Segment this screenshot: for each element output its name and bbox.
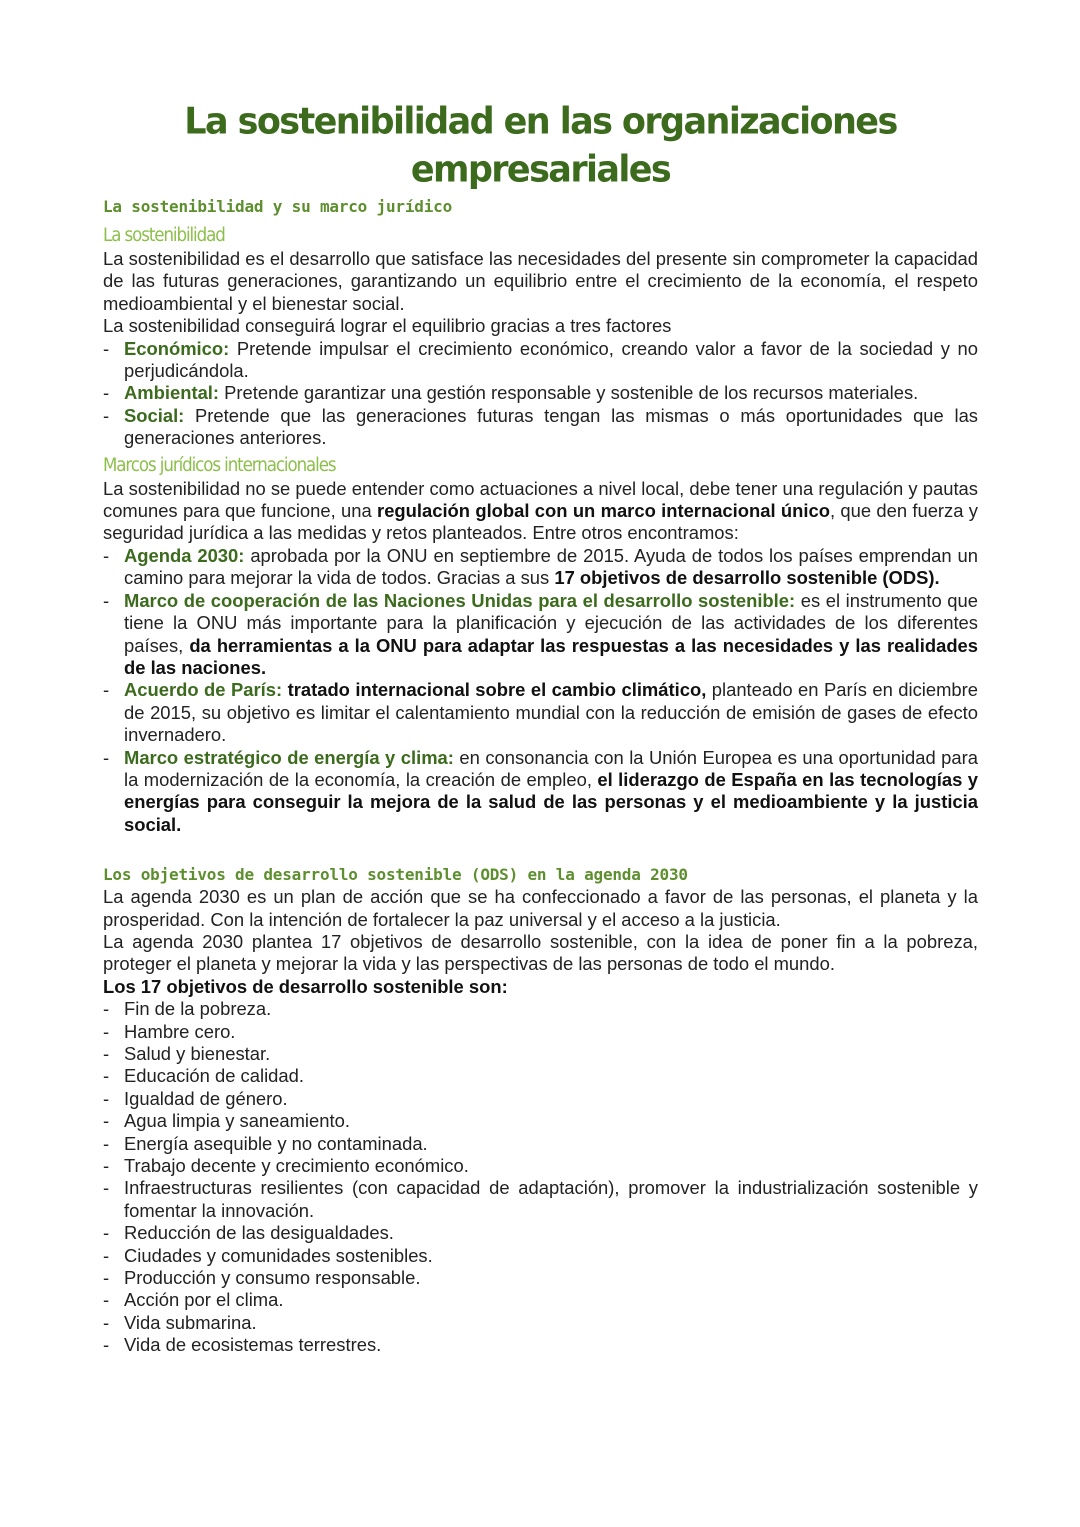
paragraph-definicion: La sostenibilidad es el desarrollo que satisface las necesidades del presente sin comprometer la capacidad de las futuras generaciones, garantizando un equilibrio entre el crecimiento de la economía, el respeto medioambiental y el bienestar social. xyxy=(103,248,978,314)
goal-item: - Vida de ecosistemas terrestres. xyxy=(103,1334,978,1356)
text-cooperacion-a: es el instrumento que tiene la ONU más importante para la planificación y ejecución de las actividades de los diferentes países, xyxy=(124,589,978,656)
goals-list xyxy=(103,998,978,1357)
section-heading-ods: Los objetivos de desarrollo sostenible (ODS) en la agenda 2030 xyxy=(103,865,688,885)
goal-item: - Energía asequible y no contaminada. xyxy=(103,1133,978,1155)
list-item-social xyxy=(103,405,978,450)
term-economico: Económico: xyxy=(124,337,230,359)
text-paris-bold: tratado internacional sobre el cambio climático, xyxy=(287,679,707,701)
frameworks-list xyxy=(103,545,978,836)
term-ambiental: Ambiental: xyxy=(124,382,220,404)
paragraph-agenda-plan: La agenda 2030 es un plan de acción que se ha confeccionado a favor de las personas, el planeta y la prosperidad. Con la intención de fortalecer la paz universal y el acceso a la justicia. xyxy=(103,886,978,930)
spacer xyxy=(103,836,978,858)
term-social: Social: xyxy=(124,404,185,426)
goal-item: - Agua limpia y saneamiento. xyxy=(103,1110,978,1132)
text-paris-b: planteado en París en diciembre de 2015, su objetivo es limitar el calentamiento mundial con la reducción de emisión de gases de efecto invernadero. xyxy=(124,679,978,746)
text-economico: Pretende impulsar el crecimiento económico, creando valor a favor de la sociedad y no perjudicándola. xyxy=(124,337,978,382)
paragraph-agenda-objetivos: La agenda 2030 plantea 17 objetivos de desarrollo sostenible, con la idea de poner fin a la pobreza, proteger el planeta y mejorar la vida y las perspectivas de las personas de todo el mundo. xyxy=(103,930,978,975)
term-paris: Acuerdo de París: xyxy=(124,679,283,701)
goal-item: - Acción por el clima. xyxy=(103,1289,978,1311)
term-agenda: Agenda 2030: xyxy=(124,544,245,566)
document-title: La sostenibilidad en las organizaciones empresariales xyxy=(184,100,897,192)
text-energia-a: en consonancia con la Unión Europea es una oportunidad para la modernización de la economía, la creación de empleo, xyxy=(124,746,978,790)
section-heading-marco-juridico: La sostenibilidad y su marco jurídico xyxy=(103,197,453,216)
list-item-agenda-2030 xyxy=(103,545,978,590)
goals-list-heading: Los 17 objetivos de desarrollo sostenible son: xyxy=(103,975,508,997)
marcos-text-bold: regulación global con un marco internacional único xyxy=(377,500,830,522)
goal-item: - Vida submarina. xyxy=(103,1312,978,1334)
text-agenda-bold: 17 objetivos de desarrollo sostenible (ODS). xyxy=(554,567,940,589)
marcos-text-b: , que den fuerza y seguridad jurídica a las medidas y retos planteados. Entre otros encontramos: xyxy=(103,500,978,544)
marcos-text-a: La sostenibilidad no se puede entender como actuaciones a nivel local, debe tener una regulación y pautas comunes para que funcione, una xyxy=(103,477,978,522)
goal-item: - Educación de calidad. xyxy=(103,1065,978,1087)
text-social: Pretende que las generaciones futuras tengan las mismas o más oportunidades que las generaciones anteriores. xyxy=(124,404,978,449)
text-cooperacion-bold: da herramientas a la ONU para adaptar las respuestas a las necesidades y las realidades de las naciones. xyxy=(124,634,979,678)
list-item-economico xyxy=(103,338,978,383)
goal-item: - Trabajo decente y crecimiento económico. xyxy=(103,1155,978,1177)
term-cooperacion: Marco de cooperación de las Naciones Unidas para el desarrollo sostenible: xyxy=(124,589,796,611)
goal-item: - Ciudades y comunidades sostenibles. xyxy=(103,1245,978,1267)
list-item-marco-cooperacion xyxy=(103,590,978,680)
text-ambiental: Pretende garantizar una gestión responsable y sostenible de los recursos materiales. xyxy=(219,382,919,404)
subheading-marcos-juridicos: Marcos jurídicos internacionales xyxy=(103,454,336,476)
subheading-sostenibilidad: La sostenibilidad xyxy=(103,225,225,246)
goal-item: - Hambre cero. xyxy=(103,1021,978,1043)
text-energia-bold: el liderazgo de España en las tecnologías y energías para conseguir la mejora de la salud de las personas y el medioambiente y la justicia social. xyxy=(124,768,978,835)
goal-item: - Fin de la pobreza. xyxy=(103,998,978,1020)
goal-item: - Reducción de las desigualdades. xyxy=(103,1222,978,1244)
goal-item: - Salud y bienestar. xyxy=(103,1043,978,1065)
list-item-acuerdo-paris xyxy=(103,679,978,746)
goal-item: - Igualdad de género. xyxy=(103,1088,978,1110)
goal-item: - Producción y consumo responsable. xyxy=(103,1267,978,1289)
text-agenda-a: aprobada por la ONU en septiembre de 2015. Ayuda de todos los países emprendan un camino para mejorar la vida de todos. Gracias a sus xyxy=(124,544,978,589)
factors-list xyxy=(103,338,978,450)
term-energia: Marco estratégico de energía y clima: xyxy=(124,746,454,768)
list-item-marco-energia xyxy=(103,747,978,837)
paragraph-factores: La sostenibilidad conseguirá lograr el equilibrio gracias a tres factores xyxy=(103,315,672,337)
goal-item: - Infraestructuras resilientes (con capacidad de adaptación), promover la industrialización sostenible y fomentar la innovación. xyxy=(103,1177,978,1222)
paragraph-marcos xyxy=(103,478,978,545)
document-page xyxy=(103,100,978,1357)
list-item-ambiental xyxy=(103,382,978,404)
